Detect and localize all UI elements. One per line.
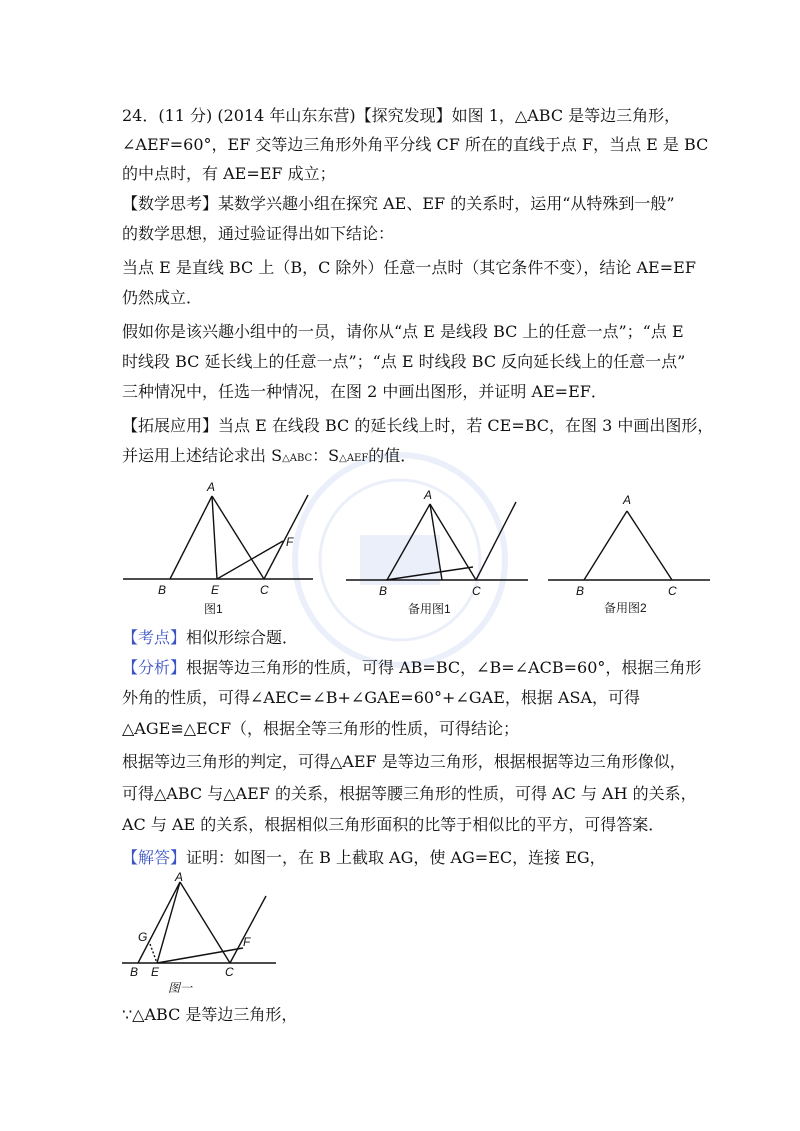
fig4-label-a: A xyxy=(175,870,184,884)
fig3-label-a: A xyxy=(623,493,632,507)
problem-line-12: 并运用上述结论求出 S△ABC：S△AEF的值． xyxy=(122,446,417,465)
problem-line-4: 【数学思考】某数学兴趣小组在探究 AE、EF 的关系时，运用“从特殊到一般” xyxy=(122,194,675,213)
fenxi-line-5: 可得△ABC 与△AEF 的关系，根据等腰三角形的性质，可得 AC 与 AH 的关系， xyxy=(122,784,697,803)
fig4-label-e: E xyxy=(151,965,160,979)
kaodian-line: 【考点】相似形综合题． xyxy=(122,628,299,647)
problem-line-11: 【拓展应用】当点 E 在线段 BC 的延长线上时，若 CE=BC，在图 3 中画出图形， xyxy=(122,416,714,435)
kaodian-tag: 【考点】 xyxy=(122,628,187,647)
problem-line-2: ∠AEF=60°，EF 交等边三角形外角平分线 CF 所在的直线于点 F，当点 E 是 BC xyxy=(122,135,709,154)
fig3-caption: 备用图2 xyxy=(604,601,647,615)
fig3-label-b: B xyxy=(576,584,585,598)
problem-line-1: 24．(11 分) (2014 年山东东营)【探究发现】如图 1，△ABC 是等边三角形， xyxy=(122,106,681,125)
problem-line-6: 当点 E 是直线 BC 上（B，C 除外）任意一点时（其它条件不变），结论 AE=EF xyxy=(122,258,696,277)
fig1-label-e: E xyxy=(211,583,220,597)
problem-line-5: 的数学思想，通过验证得出如下结论： xyxy=(122,224,395,243)
fig4-caption: 图一 xyxy=(168,981,193,995)
proof-line-1: ∵△ABC 是等边三角形， xyxy=(122,1005,298,1024)
problem-line-10: 三种情况中，任选一种情况，在图 2 中画出图形，并证明 AE=EF． xyxy=(122,382,607,401)
fenxi-line-2: 外角的性质，可得∠AEC=∠B+∠GAE=60°+∠GAE，根据 ASA，可得 xyxy=(122,688,641,707)
fig1-label-c: C xyxy=(260,583,269,597)
fig4-label-b: B xyxy=(130,965,139,979)
fenxi-line-1: 【分析】根据等边三角形的性质，可得 AB=BC，∠B=∠ACB=60°，根据三角形 xyxy=(122,658,702,677)
fig2-caption: 备用图1 xyxy=(408,602,451,616)
figure-2 xyxy=(346,482,536,622)
fig3-label-c: C xyxy=(668,584,677,598)
fenxi-line-4: 根据等边三角形的判定，可得△AEF 是等边三角形，根据根据等边三角形像似， xyxy=(122,752,686,771)
fig2-label-a: A xyxy=(424,488,433,502)
fig1-label-b: B xyxy=(158,583,167,597)
problem-line-3: 的中点时，有 AE=EF 成立； xyxy=(122,164,336,183)
fig1-caption: 图1 xyxy=(204,602,223,616)
fenxi-tag: 【分析】 xyxy=(122,658,187,677)
figure-4 xyxy=(118,870,288,1000)
fig1-label-a: A xyxy=(207,480,216,494)
fenxi-line-3: △AGE≌△ECF（，根据全等三角形的性质，可得结论； xyxy=(122,719,520,738)
fig4-label-f: F xyxy=(243,935,251,949)
fig1-label-f: F xyxy=(286,535,294,549)
jieda-line: 【解答】证明：如图一，在 B 上截取 AG，使 AG=EC，连接 EG， xyxy=(122,848,606,867)
fig2-label-b: B xyxy=(379,584,388,598)
figure-1 xyxy=(118,478,318,618)
figure-3 xyxy=(544,490,714,620)
problem-line-9: 时线段 BC 延长线上的任意一点”；“点 E 时线段 BC 反向延长线上的任意一点” xyxy=(122,352,686,371)
problem-line-7: 仍然成立． xyxy=(122,288,203,307)
fig4-label-g: G xyxy=(138,930,148,944)
fenxi-line-6: AC 与 AE 的关系，根据相似三角形面积的比等于相似比的平方，可得答案． xyxy=(122,815,665,834)
problem-line-8: 假如你是该兴趣小组中的一员，请你从“点 E 是线段 BC 上的任意一点”；“点 E xyxy=(122,322,684,341)
fig2-label-c: C xyxy=(472,584,481,598)
jieda-tag: 【解答】 xyxy=(122,848,187,867)
fig4-label-c: C xyxy=(225,965,234,979)
